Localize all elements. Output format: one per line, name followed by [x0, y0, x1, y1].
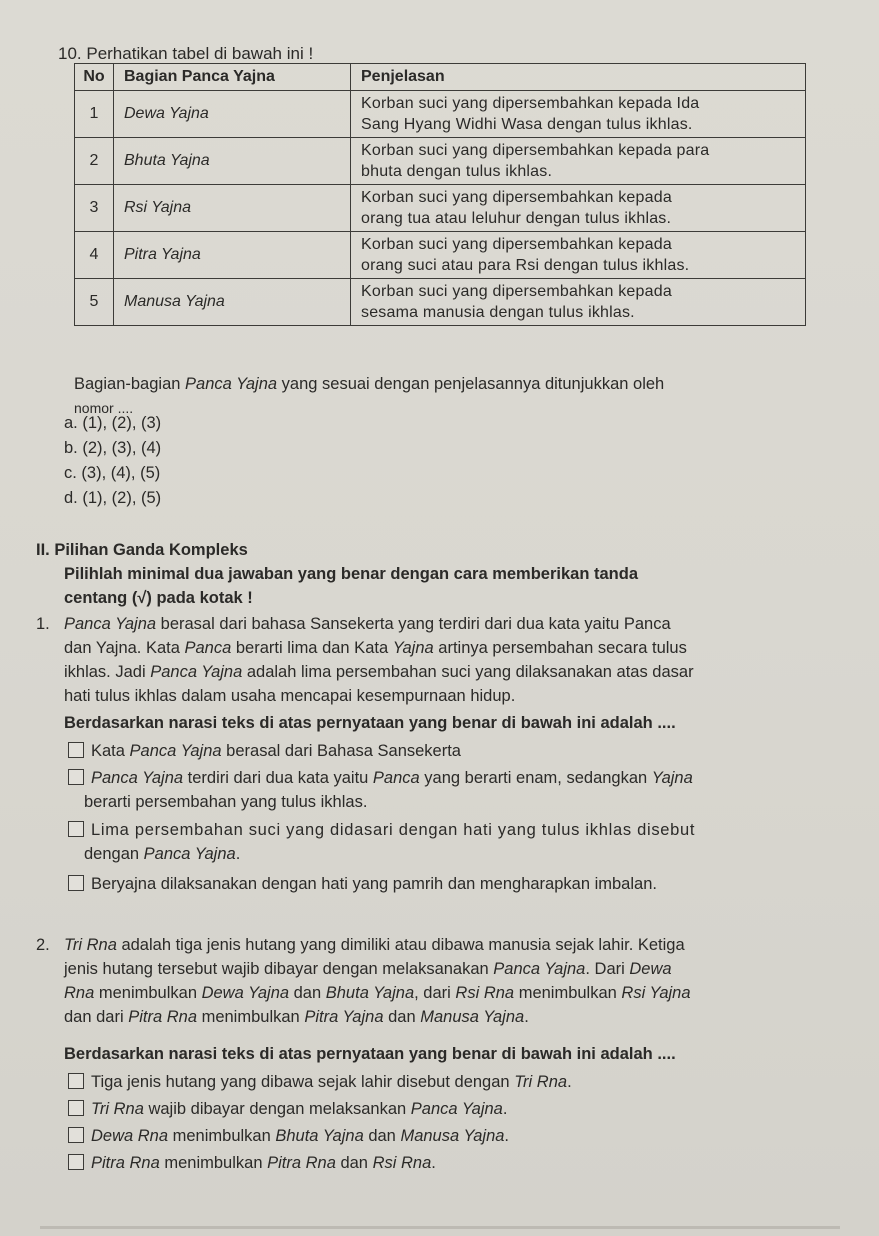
checkbox[interactable] [68, 1073, 84, 1089]
header-bagian: Bagian Panca Yajna [114, 64, 351, 91]
row-no: 1 [75, 91, 114, 138]
table-row [75, 232, 806, 279]
option-c[interactable]: c. (3), (4), (5) [64, 464, 161, 482]
checkbox[interactable] [68, 1100, 84, 1116]
table-header-row [75, 64, 806, 91]
row-name: Pitra Yajna [114, 232, 351, 279]
row-no: 2 [75, 138, 114, 185]
q2-choice-3[interactable]: Dewa Rna menimbulkan Bhuta Yajna dan Manusa Yajna. [68, 1124, 828, 1148]
page-edge-divider [40, 1226, 840, 1229]
row-no: 5 [75, 279, 114, 326]
section-2-heading: II. Pilihan Ganda Kompleks [36, 541, 248, 559]
question-2-number: 2. [36, 936, 50, 954]
header-no: No [75, 64, 114, 91]
row-name: Rsi Yajna [114, 185, 351, 232]
question-2-passage: Tri Rna adalah tiga jenis hutang yang dimiliki atau dibawa manusia sejak lahir. Ketiga jenis hutang tersebut wajib dibayar dengan melaksanakan Panca Yajna. Dari Dewa Rna menimbulkan Dewa Yajna dan Bhuta Yajna, dari Rsi Rna menimbulkan Rsi Yajna dan dari Pitra Rna menimbulkan Pitra Yajna dan Manusa Yajna. [64, 936, 691, 1026]
checkbox[interactable] [68, 821, 84, 837]
option-d[interactable]: d. (1), (2), (5) [64, 489, 162, 507]
table-row [75, 138, 806, 185]
option-b[interactable]: b. (2), (3), (4) [64, 439, 162, 457]
q1-choice-2[interactable]: Panca Yajna terdiri dari dua kata yaitu Panca yang berarti enam, sedangkan Yajna berarti persembahan yang tulus ikhlas. [68, 766, 828, 814]
q1-choice-4[interactable]: Beryajna dilaksanakan dengan hati yang pamrih dan mengharapkan imbalan. [68, 872, 828, 896]
row-name: Bhuta Yajna [114, 138, 351, 185]
checkbox[interactable] [68, 1127, 84, 1143]
row-desc: Korban suci yang dipersembahkan kepada sesama manusia dengan tulus ikhlas. [351, 279, 806, 326]
row-desc: Korban suci yang dipersembahkan kepada orang tua atau leluhur dengan tulus ikhlas. [351, 185, 806, 232]
question-2-prompt: Berdasarkan narasi teks di atas pernyataan yang benar di bawah ini adalah .... [64, 1045, 676, 1063]
question-10-prompt: Bagian-bagian Panca Yajna yang sesuai dengan penjelasannya ditunjukkan oleh nomor .... [74, 375, 665, 416]
q2-choice-1[interactable]: Tiga jenis hutang yang dibawa sejak lahir disebut dengan Tri Rna. [68, 1070, 828, 1094]
q1-choice-3[interactable]: Lima persembahan suci yang didasari dengan hati yang tulus ikhlas disebut dengan Panca Yajna. [68, 818, 828, 866]
q1-choice-1[interactable]: Kata Panca Yajna berasal dari Bahasa Sansekerta [68, 739, 828, 763]
row-no: 3 [75, 185, 114, 232]
option-a[interactable]: a. (1), (2), (3) [64, 414, 162, 432]
row-desc: Korban suci yang dipersembahkan kepada para bhuta dengan tulus ikhlas. [351, 138, 806, 185]
checkbox[interactable] [68, 769, 84, 785]
section-2-instruction: Pilihlah minimal dua jawaban yang benar dengan cara memberikan tanda centang (√) pada kotak ! [64, 565, 639, 607]
row-desc: Korban suci yang dipersembahkan kepada Ida Sang Hyang Widhi Wasa dengan tulus ikhlas. [351, 91, 806, 138]
row-name: Manusa Yajna [114, 279, 351, 326]
question-1-passage: Panca Yajna berasal dari bahasa Sansekerta yang terdiri dari dua kata yaitu Panca dan Yajna. Kata Panca berarti lima dan Kata Yajna artinya persembahan secara tulus ikhlas. Jadi Panca Yajna adalah lima persembahan suci yang dilaksanakan atas dasar hati tulus ikhlas dalam usaha mencapai kesempurnaan hidup. [64, 615, 694, 705]
row-name: Dewa Yajna [114, 91, 351, 138]
row-no: 4 [75, 232, 114, 279]
q2-choice-4[interactable]: Pitra Rna menimbulkan Pitra Rna dan Rsi Rna. [68, 1151, 828, 1175]
checkbox[interactable] [68, 875, 84, 891]
question-1-number: 1. [36, 615, 50, 633]
question-10-title: 10. Perhatikan tabel di bawah ini ! [58, 44, 314, 63]
question-1-prompt: Berdasarkan narasi teks di atas pernyataan yang benar di bawah ini adalah .... [64, 714, 676, 732]
table-row [75, 279, 806, 326]
checkbox[interactable] [68, 1154, 84, 1170]
row-desc: Korban suci yang dipersembahkan kepada orang suci atau para Rsi dengan tulus ikhlas. [351, 232, 806, 279]
q2-choice-2[interactable]: Tri Rna wajib dibayar dengan melaksankan Panca Yajna. [68, 1097, 828, 1121]
panca-yajna-table [74, 63, 806, 326]
checkbox[interactable] [68, 742, 84, 758]
header-penjelasan: Penjelasan [351, 64, 806, 91]
table-row [75, 185, 806, 232]
table-row [75, 91, 806, 138]
